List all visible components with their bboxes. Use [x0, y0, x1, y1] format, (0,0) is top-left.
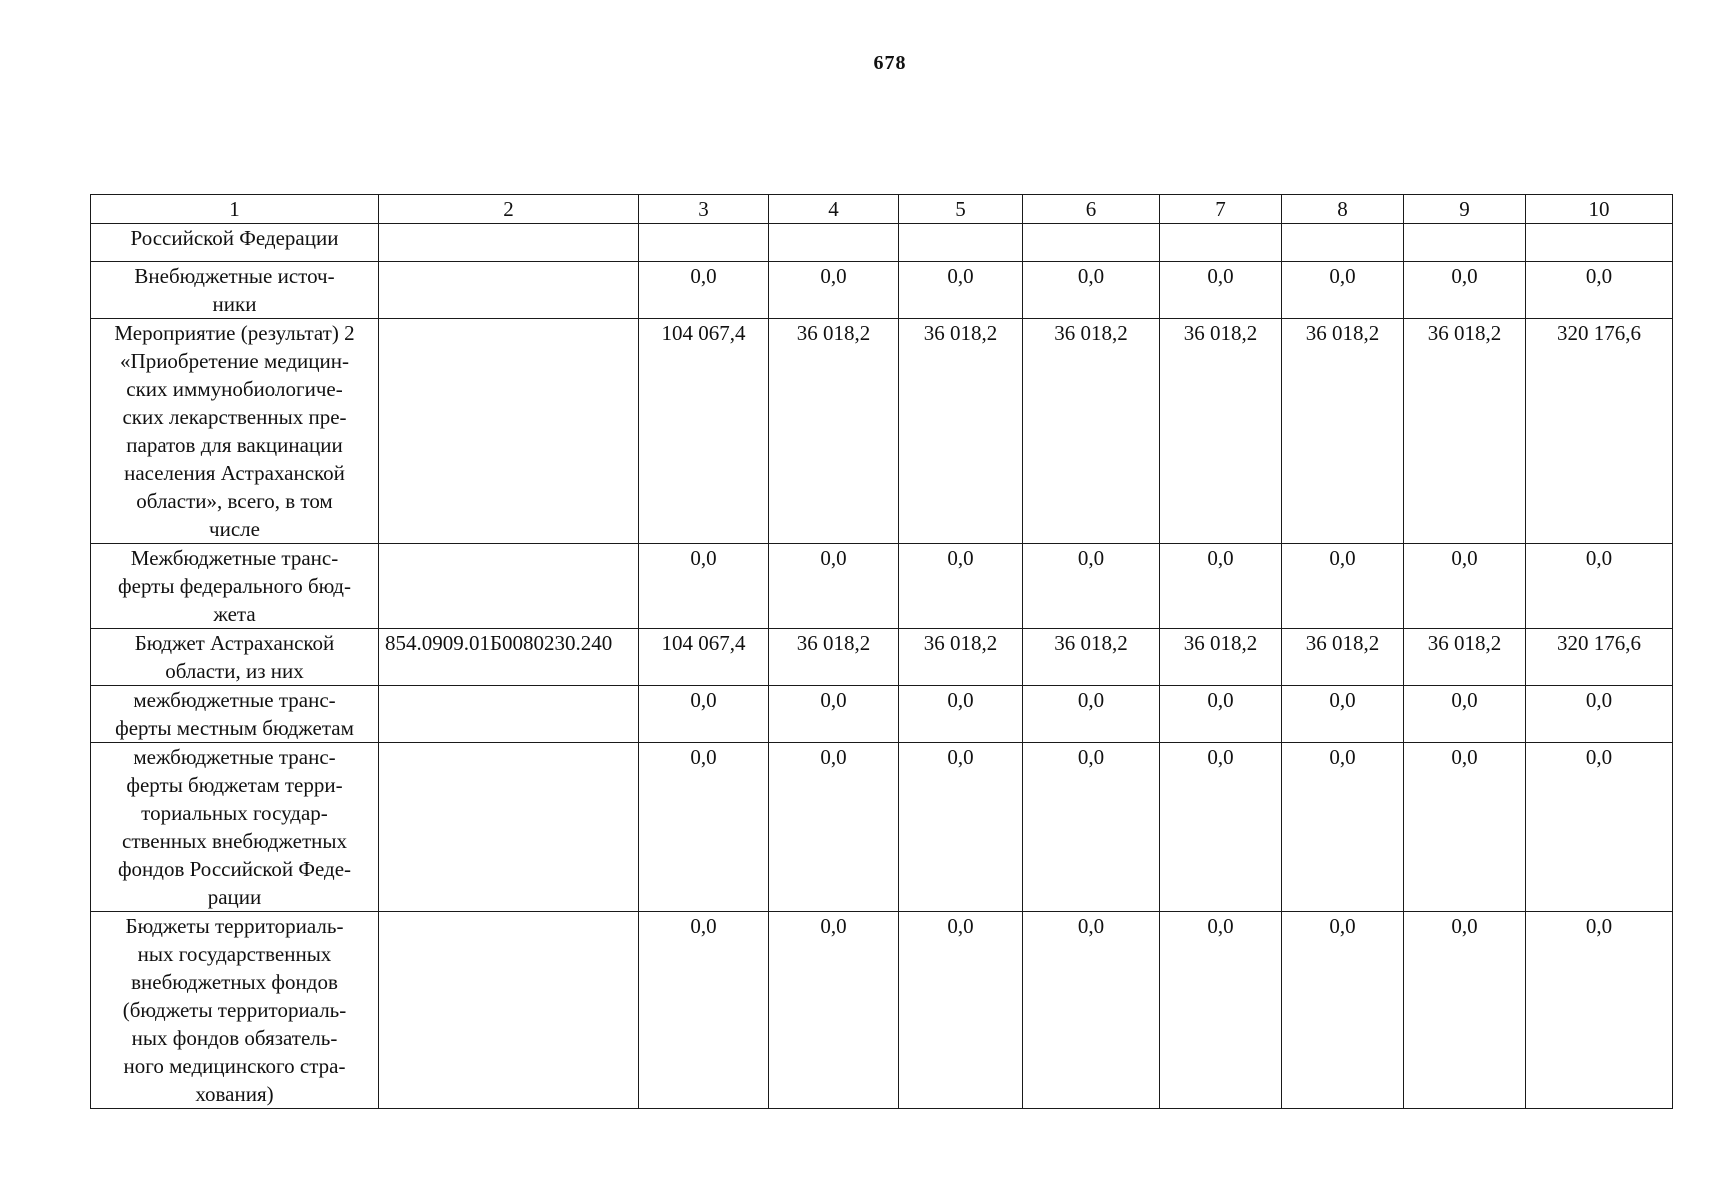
- value-cell: 0,0: [639, 743, 769, 912]
- value-cell: 36 018,2: [1023, 319, 1160, 544]
- value-cell: 36 018,2: [769, 319, 899, 544]
- table-row: [91, 743, 1673, 912]
- value-cell: 0,0: [1023, 686, 1160, 743]
- value-cell: [1023, 224, 1160, 262]
- column-number: 5: [899, 195, 1023, 224]
- column-number: 3: [639, 195, 769, 224]
- table-row: [91, 629, 1673, 686]
- value-cell: 0,0: [1404, 686, 1526, 743]
- value-cell: 0,0: [1023, 262, 1160, 319]
- value-cell: 0,0: [1160, 262, 1282, 319]
- row-label: Мероприятие (результат) 2 «Приобретение медицин- ских иммунобиологиче- ских лекарственных пре- паратов для вакцинации населения Астраханской области», всего, в том числе: [91, 319, 379, 544]
- value-cell: [639, 224, 769, 262]
- budget-code-cell: [379, 319, 639, 544]
- budget-table: [90, 194, 1673, 1109]
- value-cell: 0,0: [1526, 743, 1673, 912]
- budget-code-cell: [379, 686, 639, 743]
- value-cell: 0,0: [1160, 686, 1282, 743]
- table-row: [91, 262, 1673, 319]
- column-number: 6: [1023, 195, 1160, 224]
- row-label: Российской Федерации: [91, 224, 379, 262]
- value-cell: 36 018,2: [1023, 629, 1160, 686]
- value-cell: 36 018,2: [1160, 629, 1282, 686]
- value-cell: 0,0: [1404, 912, 1526, 1109]
- value-cell: [1282, 224, 1404, 262]
- value-cell: 0,0: [1282, 544, 1404, 629]
- table-row: [91, 686, 1673, 743]
- budget-code-cell: [379, 544, 639, 629]
- value-cell: 0,0: [1282, 912, 1404, 1109]
- table-row: [91, 912, 1673, 1109]
- column-number: 9: [1404, 195, 1526, 224]
- budget-code-cell: [379, 912, 639, 1109]
- page-number: 678: [873, 52, 907, 74]
- value-cell: 0,0: [1160, 743, 1282, 912]
- value-cell: 0,0: [769, 912, 899, 1109]
- budget-code-cell: [379, 224, 639, 262]
- value-cell: 0,0: [1023, 544, 1160, 629]
- value-cell: 0,0: [1526, 544, 1673, 629]
- value-cell: 36 018,2: [1282, 629, 1404, 686]
- value-cell: 0,0: [1160, 912, 1282, 1109]
- value-cell: 0,0: [1404, 743, 1526, 912]
- value-cell: 0,0: [1282, 262, 1404, 319]
- value-cell: [1404, 224, 1526, 262]
- value-cell: [1160, 224, 1282, 262]
- row-label: Бюджет Астраханской области, из них: [91, 629, 379, 686]
- value-cell: 0,0: [639, 544, 769, 629]
- column-number: 8: [1282, 195, 1404, 224]
- value-cell: 0,0: [639, 912, 769, 1109]
- column-number-row: [91, 195, 1673, 224]
- value-cell: 36 018,2: [899, 629, 1023, 686]
- value-cell: 0,0: [899, 743, 1023, 912]
- budget-code-cell: 854.0909.01Б0080230.240: [379, 629, 639, 686]
- column-number: 2: [379, 195, 639, 224]
- value-cell: 0,0: [899, 912, 1023, 1109]
- value-cell: 36 018,2: [1404, 629, 1526, 686]
- column-number: 7: [1160, 195, 1282, 224]
- value-cell: 320 176,6: [1526, 629, 1673, 686]
- value-cell: 36 018,2: [769, 629, 899, 686]
- value-cell: 0,0: [1526, 262, 1673, 319]
- value-cell: [899, 224, 1023, 262]
- value-cell: 36 018,2: [899, 319, 1023, 544]
- row-label: межбюджетные транс- ферты бюджетам терри- ториальных государ- ственных внебюджетных фондов Российской Феде- рации: [91, 743, 379, 912]
- value-cell: 0,0: [1526, 912, 1673, 1109]
- value-cell: 0,0: [1160, 544, 1282, 629]
- column-number: 4: [769, 195, 899, 224]
- table-row: [91, 224, 1673, 262]
- row-label: Бюджеты территориаль- ных государственных внебюджетных фондов (бюджеты территориаль- ных фондов обязатель- ного медицинского стра- хования): [91, 912, 379, 1109]
- value-cell: 0,0: [1404, 262, 1526, 319]
- value-cell: 0,0: [769, 743, 899, 912]
- value-cell: 0,0: [1282, 686, 1404, 743]
- value-cell: 0,0: [769, 544, 899, 629]
- value-cell: 0,0: [899, 544, 1023, 629]
- row-label: межбюджетные транс- ферты местным бюджетам: [91, 686, 379, 743]
- row-label: Межбюджетные транс- ферты федерального бюд- жета: [91, 544, 379, 629]
- value-cell: 36 018,2: [1404, 319, 1526, 544]
- value-cell: 0,0: [1404, 544, 1526, 629]
- value-cell: 0,0: [769, 686, 899, 743]
- value-cell: 0,0: [639, 262, 769, 319]
- value-cell: 104 067,4: [639, 629, 769, 686]
- value-cell: 0,0: [639, 686, 769, 743]
- column-number: 1: [91, 195, 379, 224]
- table-row: [91, 319, 1673, 544]
- value-cell: 0,0: [1282, 743, 1404, 912]
- value-cell: 0,0: [1023, 743, 1160, 912]
- value-cell: [769, 224, 899, 262]
- value-cell: 0,0: [1526, 686, 1673, 743]
- value-cell: 0,0: [899, 686, 1023, 743]
- value-cell: 36 018,2: [1160, 319, 1282, 544]
- value-cell: 0,0: [1023, 912, 1160, 1109]
- value-cell: 104 067,4: [639, 319, 769, 544]
- budget-code-cell: [379, 743, 639, 912]
- table-row: [91, 544, 1673, 629]
- column-number: 10: [1526, 195, 1673, 224]
- row-label: Внебюджетные источ- ники: [91, 262, 379, 319]
- value-cell: [1526, 224, 1673, 262]
- value-cell: 0,0: [899, 262, 1023, 319]
- budget-code-cell: [379, 262, 639, 319]
- value-cell: 320 176,6: [1526, 319, 1673, 544]
- value-cell: 0,0: [769, 262, 899, 319]
- value-cell: 36 018,2: [1282, 319, 1404, 544]
